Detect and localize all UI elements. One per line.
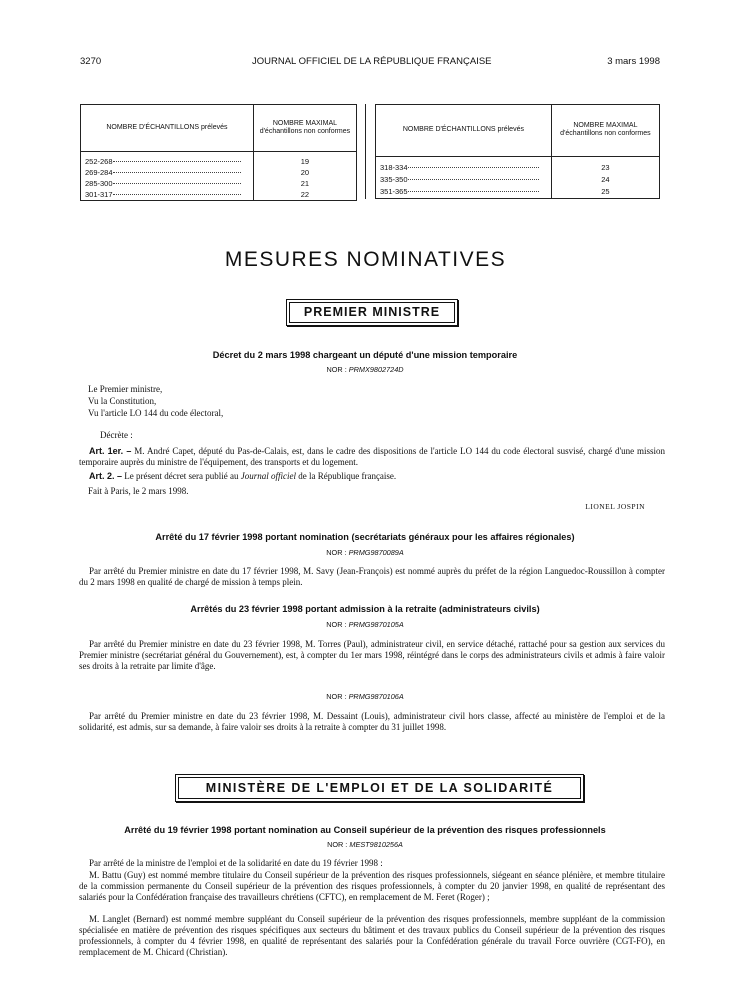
emploi-arrete-title: Arrêté du 19 février 1998 portant nomination au Conseil supérieur de la prévention des risques professionnels	[124, 825, 606, 835]
arretes2-title: Arrêtés du 23 février 1998 portant admission à la retraite (administrateurs civils)	[190, 604, 540, 614]
max-nonconforming: 23	[601, 162, 610, 172]
emploi-arrete-nor: NOR : MEST9810256A	[327, 840, 403, 849]
table-row	[81, 152, 357, 168]
arrete1-title: Arrêté du 17 février 1998 portant nomination (secrétariats généraux pour les affaires régionales)	[155, 532, 575, 542]
ministry-box-label: PREMIER MINISTRE	[303, 305, 441, 319]
samples-table-left	[80, 104, 357, 201]
table-row	[81, 178, 357, 189]
col-header-max: NOMBRE MAXIMAL d'échantillons non conformes	[551, 105, 659, 157]
sample-range: 335-350	[376, 174, 552, 186]
table-row	[81, 189, 357, 201]
arrete1-text: Par arrêté du Premier ministre en date du 17 février 1998, M. Savy (Jean-François) est nommé auprès du préfet de la région Languedoc-Roussillon à compter du 2 mars 1998 en qualité de chargé de mission à temps plein.	[79, 566, 665, 587]
col-header-max: NOMBRE MAXIMAL d'échantillons non conformes	[253, 105, 356, 152]
arretes2-text-1: Par arrêté du Premier ministre en date du 23 février 1998, M. Torres (Paul), administrateur civil, en service détaché, rattaché pour sa gestion aux services du Premier ministre (secrétariat général du Gouvernement), est, à compter du 1er mars 1998, réintégré dans le corps des administrateurs civils et admis à faire valoir ses droits à la retraite par limite d'âge.	[79, 639, 665, 671]
decret-decrete: Décrète :	[100, 430, 133, 440]
table-row	[376, 186, 660, 199]
arrete1-nor: NOR : PRMG9870089A	[326, 548, 404, 557]
issue-date: 3 mars 1998	[607, 56, 660, 67]
max-nonconforming: 24	[601, 175, 610, 185]
page-header	[80, 56, 660, 70]
page-number: 3270	[80, 56, 102, 67]
arretes2-text-2: Par arrêté du Premier ministre en date du 23 février 1998, M. Dessaint (Louis), administrateur civil hors classe, affecté au ministère de l'emploi et de la solidarité, est admis, sur sa demande, à faire valoir ses droits à la retraite à compter du 31 juillet 1998.	[79, 711, 665, 732]
sample-range: 318-334	[376, 156, 552, 173]
max-nonconforming: 25	[601, 187, 610, 197]
decret-nor: NOR : PRMX9802724D	[326, 365, 404, 374]
emploi-arrete-p2: M. Langlet (Bernard) est nommé membre suppléant du Conseil supérieur de la prévention des risques professionnels, membre suppléant de la commission spécialisée en matière de prévention des risques spécifiques aux secteurs du bâtiment et des travaux publics du Conseil supérieur de la prévention des risques professionnels, à compter du 4 février 1998, en qualité de représentant des salariés pour la Confédération générale du travail Force ouvrière (CGT-FO), en remplacement de M. Chicard (Christian).	[79, 914, 665, 957]
journal-title: JOURNAL OFFICIEL DE LA RÉPUBLIQUE FRANÇAISE	[252, 56, 492, 67]
decret-intro-1: Le Premier ministre,	[88, 384, 163, 394]
samples-right-body	[376, 156, 660, 198]
max-nonconforming: 19	[300, 157, 310, 166]
decret-signature: LIONEL JOSPIN	[585, 502, 645, 511]
col-header-samples: NOMBRE D'ÉCHANTILLONS prélevés	[376, 105, 552, 157]
decret-article-1: Art. 1er. – M. André Capet, député du Pas-de-Calais, est, dans le cadre des dispositions de l'article LO 144 du code électoral susvisé, chargé d'une mission temporaire auprès du ministre de l'équipement, des transports et du logement.	[79, 446, 666, 467]
sample-range: 285-300	[81, 178, 254, 189]
samples-table-right	[375, 104, 660, 199]
table-row	[376, 174, 660, 186]
sample-range: 269-284	[81, 167, 254, 178]
arretes2-nor-2: NOR : PRMG9870106A	[326, 692, 404, 701]
max-nonconforming: 22	[300, 190, 310, 199]
ministry-box-emploi	[175, 774, 584, 802]
sample-range: 252-268	[81, 152, 254, 168]
ministry-box-label: MINISTÈRE DE L'EMPLOI ET DE LA SOLIDARITÉ	[205, 781, 554, 795]
emploi-arrete-p1: M. Battu (Guy) est nommé membre titulaire du Conseil supérieur de la prévention des risques professionnels, siégeant en séance plénière, et membre titulaire de la commission permanente du Conseil supérieur de la prévention des risques professionnels, à compter du 20 janvier 1998, en qualité de représentant des salariés pour la Confédération française des travailleurs chrétiens (CFTC), en remplacement de M. Feret (Roger) ;	[79, 870, 665, 902]
ministry-box-premier-ministre	[286, 299, 458, 326]
sample-range: 351-365	[376, 186, 552, 199]
max-nonconforming: 20	[300, 168, 310, 177]
decret-intro-3: Vu l'article LO 144 du code électoral,	[88, 408, 224, 418]
sample-range: 301-317	[81, 189, 254, 201]
table-row	[81, 167, 357, 178]
arretes2-nor-1: NOR : PRMG9870105A	[326, 620, 404, 629]
decret-intro-2: Vu la Constitution,	[88, 396, 157, 406]
max-nonconforming: 21	[300, 179, 310, 188]
decret-article-2: Art. 2. – Le présent décret sera publié au Journal officiel de la République française.	[89, 471, 397, 481]
samples-left-body	[81, 152, 357, 201]
emploi-arrete-intro: Par arrêté de la ministre de l'emploi et de la solidarité en date du 19 février 1998 :	[89, 858, 383, 868]
table-separator	[365, 104, 366, 199]
table-row	[376, 156, 660, 173]
col-header-samples: NOMBRE D'ÉCHANTILLONS prélevés	[81, 105, 254, 152]
section-title: MESURES NOMINATIVES	[224, 248, 507, 271]
decret-fait: Fait à Paris, le 2 mars 1998.	[88, 486, 189, 496]
decret-title: Décret du 2 mars 1998 chargeant un député d'une mission temporaire	[212, 350, 518, 360]
